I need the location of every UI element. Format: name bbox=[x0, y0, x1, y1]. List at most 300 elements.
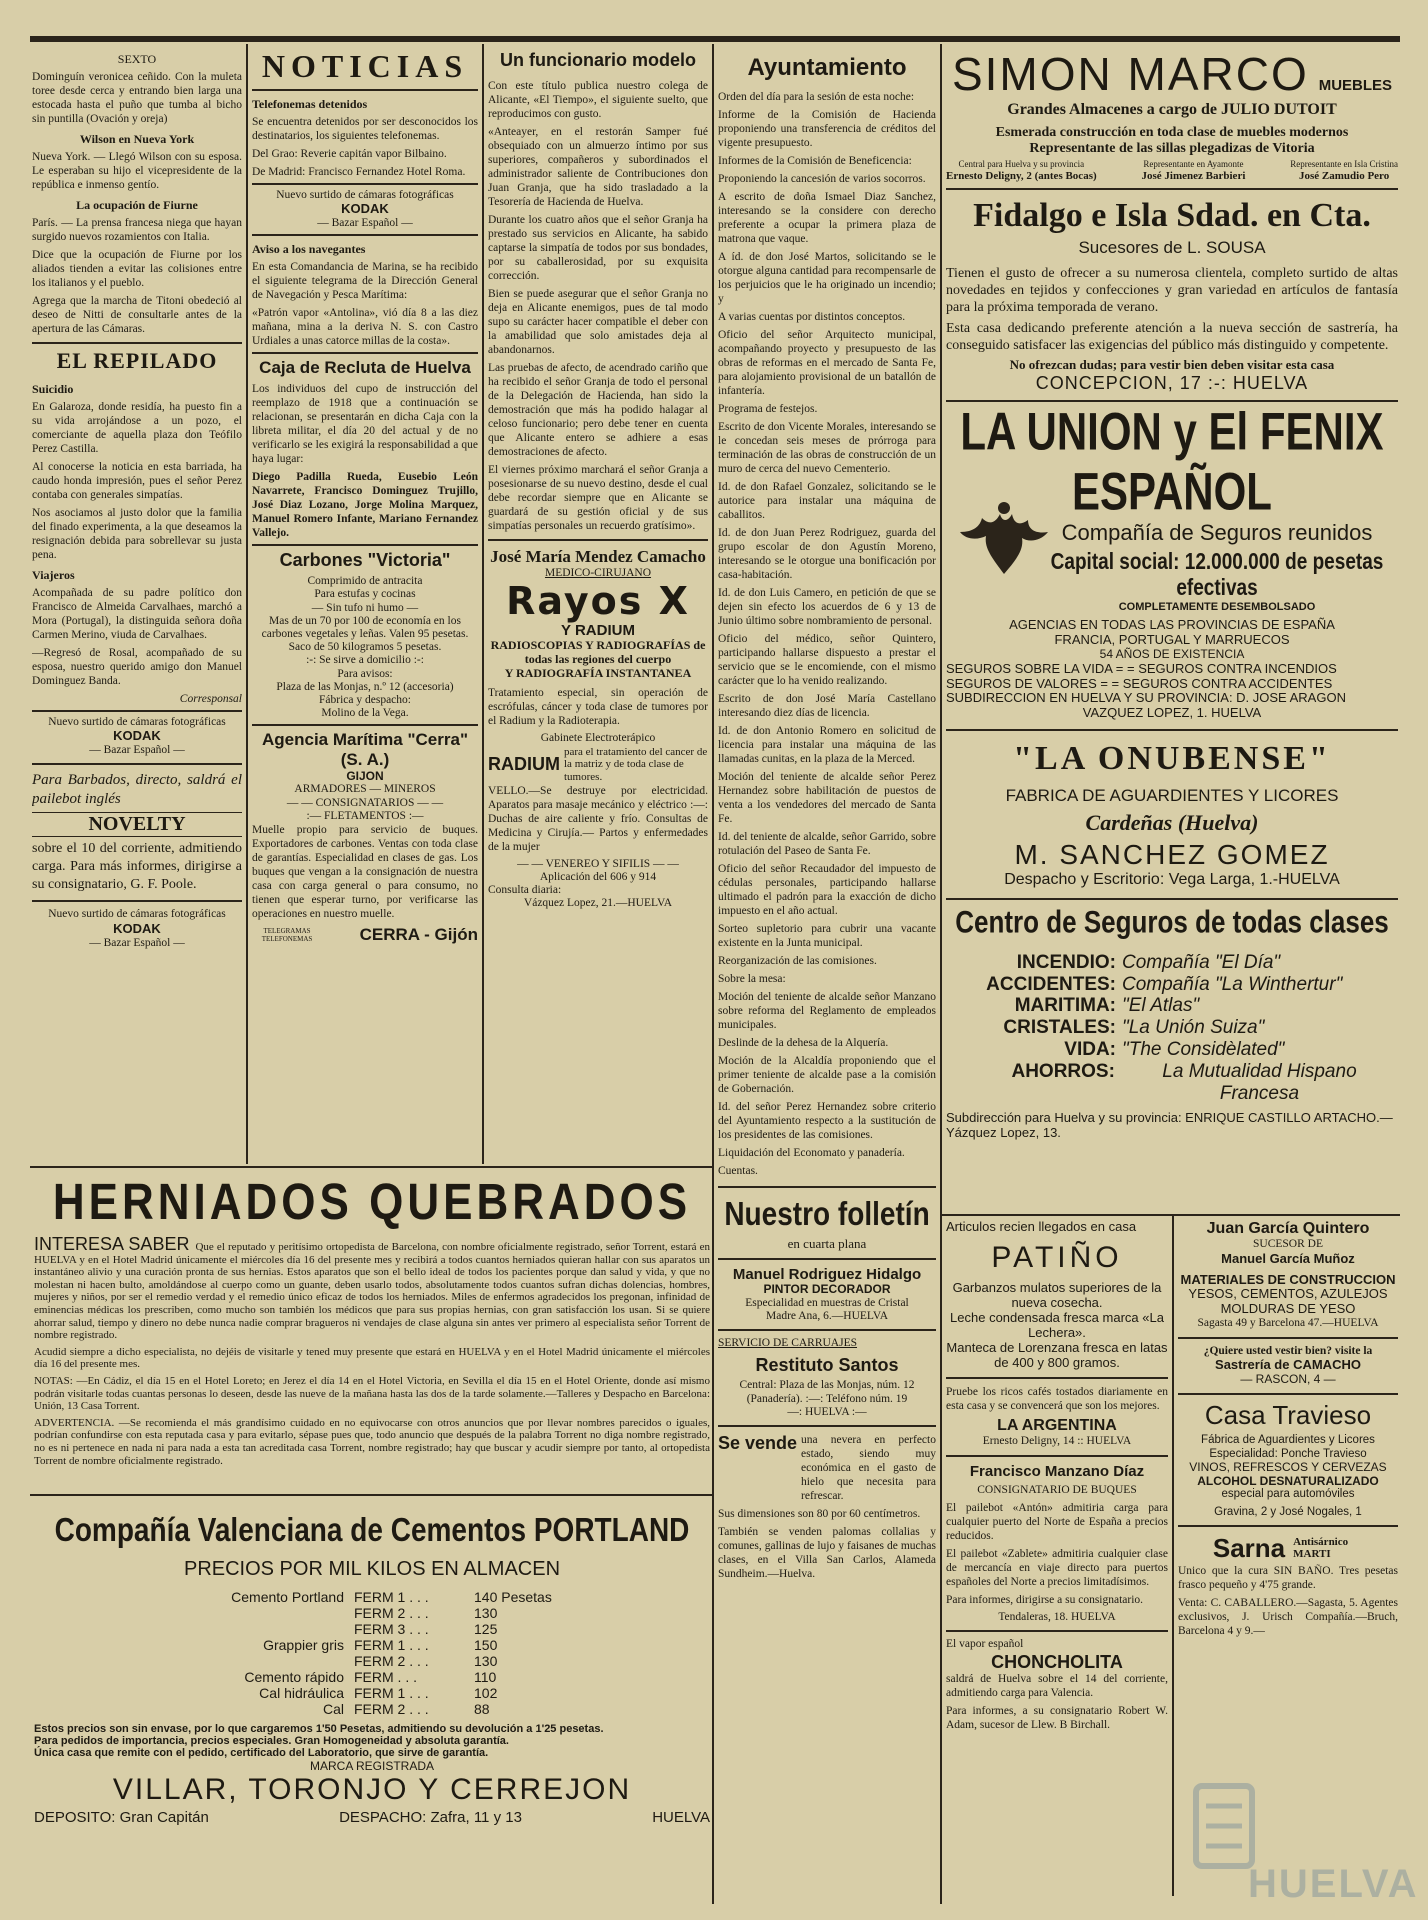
travieso-l1: Fábrica de Aguardientes y Licores bbox=[1201, 1434, 1375, 1447]
suicidio-p1: En Galaroza, donde residía, ha puesto fin a su vida arrojándose a un pozo, el comerciante de aquella plaza don Teófilo Perez Castilla. bbox=[32, 401, 242, 455]
herniados-lead: INTERESA SABER bbox=[34, 1234, 190, 1254]
ayto-p24: Deslinde de la dehesa de la Alquería. bbox=[718, 1037, 889, 1049]
noticias-heading: NOTICIAS bbox=[252, 48, 478, 91]
ayto-p28: Cuentas. bbox=[718, 1165, 758, 1177]
portland-ad bbox=[34, 1500, 710, 1900]
cerra-sign: CERRA - Gijón bbox=[359, 925, 478, 945]
price-price: 125 bbox=[474, 1621, 498, 1637]
price-grade: FERM 2 . . . bbox=[354, 1701, 429, 1717]
archive-stamp bbox=[1188, 1776, 1419, 1906]
kodak-ad-2 bbox=[32, 908, 242, 949]
mendez-rayos: Rayos X bbox=[506, 578, 690, 623]
price-row bbox=[194, 1621, 710, 1637]
fidalgo-p3: No ofrezcan dudas; para vestir bien deben visitar esta casa bbox=[1009, 357, 1335, 373]
fiume-heading: La ocupación de Fiurne bbox=[76, 198, 198, 212]
ayto-p14: Oficio del médico, señor Quintero, participando hallarse dispuesto a prestar el servicio que se le encomiende, con el mismo carácter que lo ha venido realizando. bbox=[718, 633, 936, 687]
section-rule bbox=[940, 1214, 1400, 1216]
pintor-name: Manuel Rodriguez Hidalgo bbox=[732, 1266, 922, 1283]
price-row bbox=[194, 1653, 710, 1669]
manzano-prof: CONSIGNATARIO DE BUQUES bbox=[977, 1483, 1137, 1496]
carruajes-l2: —: HUELVA :— bbox=[787, 1405, 867, 1418]
carbones-ad bbox=[252, 550, 478, 720]
sarna-p1: Unico que la cura SIN BAÑO. Tres pesetas frasco pequeño y 4'75 grande. bbox=[1178, 1564, 1398, 1591]
column-5b bbox=[946, 1220, 1168, 1900]
price-price: 140 Pesetas bbox=[474, 1589, 552, 1605]
mendez-l10: Vázquez Lopez, 21.—HUELVA bbox=[523, 897, 673, 910]
price-row bbox=[194, 1685, 710, 1701]
carbones-l10: Molino de la Vega. bbox=[321, 707, 409, 720]
quintero-ad bbox=[1178, 1220, 1398, 1331]
mendez-l9: Consulta diaria: bbox=[488, 883, 562, 896]
mendez-ad bbox=[488, 547, 708, 910]
portland-marca: MARCA REGISTRADA bbox=[309, 1759, 435, 1773]
kodak-brand: KODAK bbox=[113, 920, 161, 936]
mendez-radium-2: RADIUM bbox=[488, 754, 560, 775]
ayto-p12: Id. de don Juan Perez Rodriguez, guarda del grupo escolar de don Agustín Moreno, interesando se le otorgue una bonificación por casa-habitación. bbox=[718, 527, 936, 581]
fidalgo-p2: Esta casa dedicando preferente atención a la nueva sección de sastrería, ha conseguido satisfacer las exigencias del público más distinguido y competente. bbox=[946, 321, 1398, 354]
centro-row-company: "El Atlas" bbox=[1122, 995, 1200, 1017]
kodak-brand: KODAK bbox=[113, 728, 161, 744]
carbones-l5: Saco de 50 kilogramos 5 pesetas. bbox=[288, 641, 442, 654]
mendez-l3: Tratamiento especial, sin operación de escrófulas, cáncer y toda clase de tumores por el Radium y la Radioterapia. bbox=[488, 687, 708, 728]
price-row bbox=[194, 1605, 710, 1621]
ayto-p1: Orden del día para la sesión de esta noche: bbox=[718, 91, 915, 103]
union-l5: SEGUROS SOBRE LA VIDA = = SEGUROS CONTRA INCENDIOS bbox=[946, 660, 1337, 676]
sarna-ad bbox=[1178, 1533, 1398, 1638]
novelty-line2: sobre el 10 del corriente, admitiendo carga. Para más informes, dirigirse a su consignatario, G. F. Poole. bbox=[32, 841, 242, 893]
portland-price-table bbox=[34, 1589, 710, 1717]
ayto-p25: Moción de la Alcaldía proponiendo que el primer teniente de alcalde pase a la comisión de Gobernación. bbox=[718, 1055, 936, 1095]
novelty-line1: Para Barbados, directo, saldrá el pailebot inglés bbox=[32, 772, 242, 808]
ayto-p11: Id. de don Rafael Gonzalez, solicitando se le autorice para instalar una máquina de caballitos. bbox=[718, 481, 936, 521]
funcionario-p3: Durante los cuatro años que el señor Granja ha prestado sus servicios en Alicante, ha sabido captarse la simpatía de todos por sus bondades, por su caballerosidad, por su exquisita corrección. bbox=[488, 214, 708, 282]
centro-row-company: Compañía "La Winthertur" bbox=[1122, 973, 1343, 995]
caja-names: Diego Padilla Rueda, Eusebio León Navarrete, Francisco Dominguez Trujillo, José Diaz Lozano, Jorge Molina Marquez, Manuel Romero Infante, Mariano Fernandez Vallejo. bbox=[252, 471, 478, 540]
carruajes-heading: SERVICIO DE CARRUAJES bbox=[718, 1337, 858, 1350]
quintero-l4: YESOS, CEMENTOS, AZULEJOS bbox=[1188, 1286, 1388, 1302]
mendez-l8: Aplicación del 606 y 914 bbox=[539, 870, 657, 883]
herniados-heading: HERNIADOS QUEBRADOS bbox=[52, 1174, 692, 1231]
herniados-ad bbox=[34, 1172, 710, 1490]
simon-muebles: MUEBLES bbox=[1318, 77, 1393, 94]
centro-row-kind: AHORROS: bbox=[1011, 1060, 1115, 1082]
price-name: Grappier gris bbox=[263, 1637, 344, 1653]
chonco-p2: Para informes, a su consignatario Robert W. Adam, sucesor de Llew. B Birchall. bbox=[946, 1705, 1168, 1732]
column-rule bbox=[246, 44, 248, 1164]
cerra-tele: TELEGRAMAS TELEFONEMAS bbox=[261, 926, 313, 943]
funcionario-heading: Un funcionario modelo bbox=[500, 50, 696, 70]
viajeros-heading: Viajeros bbox=[32, 568, 75, 582]
mendez-name: José María Mendez Camacho bbox=[490, 547, 706, 566]
travieso-ad bbox=[1178, 1401, 1398, 1519]
caja-body: Los individuos del cupo de instrucción del reemplazo de 1918 que a continuación se relacionan, se presentarán en dicha Caja con la libreta militar, el día 20 del actual y de no verificarlo se les exigirá la responsabilidad a que haya lugar: bbox=[252, 383, 478, 466]
camacho-ad bbox=[1178, 1345, 1398, 1387]
price-name: Cemento Portland bbox=[231, 1589, 344, 1605]
vende-p2: Sus dimensiones son 80 por 60 centímetros. bbox=[718, 1508, 921, 1521]
centro-row-kind: ACCIDENTES: bbox=[986, 973, 1116, 995]
union-l4: 54 AÑOS DE EXISTENCIA bbox=[1099, 646, 1245, 661]
column-rule bbox=[482, 44, 484, 1164]
manzano-p1: El pailebot «Antón» admitiria carga para cualquier puerto del Norte de España a precios reducidos. bbox=[946, 1502, 1168, 1543]
centro-foot: Subdirección para Huelva y su provincia: ENRIQUE CASTILLO ARTACHO.—Yázquez Lopez, 13. bbox=[946, 1109, 1393, 1140]
portland-despacho: DESPACHO: Zafra, 11 y 13 bbox=[339, 1809, 522, 1826]
viajeros-p2: —Regresó de Rosal, acompañado de su esposa, nuestro querido amigo don Manuel Dominguez Banda. bbox=[32, 647, 242, 687]
travieso-l3: VINOS, REFRESCOS Y CERVEZAS bbox=[1189, 1459, 1387, 1474]
ayto-p7: A varias cuentas por distintos conceptos. bbox=[718, 311, 906, 323]
ayto-p19: Oficio del señor Recaudador del impuesto de cédulas personales, participando hallarse ultimado el padrón para la exacción de dicho impuesto en el año actual. bbox=[718, 863, 936, 917]
pintor-l1: Especialidad en muestras de Cristal bbox=[745, 1297, 909, 1310]
union-l3: FRANCIA, PORTUGAL Y MARRUECOS bbox=[1054, 631, 1290, 647]
cerra-l2: — — CONSIGNATARIOS — — bbox=[286, 796, 444, 809]
repilado-heading: EL REPILADO bbox=[56, 348, 218, 373]
centro-heading: Centro de Seguros de todas clases bbox=[955, 903, 1389, 940]
price-row bbox=[194, 1669, 710, 1685]
simon-r1a: Central para Huelva y su provincia bbox=[958, 159, 1085, 170]
centro-row bbox=[946, 974, 1398, 996]
camacho-l2: Sastrería de CAMACHO bbox=[1215, 1356, 1361, 1372]
ayto-p15: Escrito de don José María Castellano interesando diez días de licencia. bbox=[718, 693, 936, 719]
ayto-p8: Oficio del señor Arquitecto municipal, acompañando proyecto y presupuesto de las obras de reformas en el mercado de Santa Fe, para alojamiento provisional de un batallón de infantería. bbox=[718, 329, 936, 397]
price-name bbox=[194, 1621, 354, 1637]
centro-row bbox=[946, 1039, 1398, 1061]
vende-heading: Se vende bbox=[718, 1433, 798, 1454]
mendez-l2: Y RADIOGRAFÍA INSTANTANEA bbox=[504, 665, 692, 680]
carruajes-ad bbox=[718, 1337, 936, 1419]
herniados-p1: Que el reputado y peritísimo ortopedista de Barcelona, con nombre oficialmente registrado, señor Torrent, estará en HUELVA y en el Hotel Madrid únicamente el miércoles día 16 del presente mes y recibirá a todos cuantos herniados quieran hallar con sus aparatos un instantáneo alivio y una curación pronta de sus hernias. Estos aparatos que son el bello ideal de todos los pacientes porque dan salud y vida, y que no molestan ni hacen bulto, amoldándose al cuerpo como un guante, deben usarlo todos, absolutamente todos cuantos sufran dichas dolencias, hombres, mujeres y niños, por ser el remedio verdad y el remedio único eficaz de todos los herniados. Miles de enfermos agradecidos los pregonan, infinidad de eminencias médicas los prescriben, como mucho son también los médicos que para sus propias hernias, con gran satisfacción los usan. Si se quiere ahorrar salud, tiempo y dinero no debe nunca nadie comprar bragueros ni vendajes de clase alguna sin antes ver primero al especialista señor Torrent de nombre registrado. bbox=[34, 1241, 710, 1342]
herniados-p2: Acudid siempre a dicho especialista, no dejéis de visitarle y tened muy presente que estará en HUELVA y en el Hotel Madrid únicamente el miércoles día 16 del presente mes. bbox=[34, 1345, 710, 1371]
caja-heading: Caja de Recluta de Huelva bbox=[259, 358, 471, 378]
fidalgo-ad bbox=[946, 196, 1398, 393]
ayto-p21: Reorganización de las comisiones. bbox=[718, 955, 877, 967]
union-capital: Capital social: 12.000.000 de pesetas efectivas bbox=[1050, 549, 1384, 601]
ayto-p20: Sorteo supletorio para cubrir una vacante existente en la Junta municipal. bbox=[718, 923, 936, 949]
union-l6: SEGUROS DE VALORES = = SEGUROS CONTRA ACCIDENTES bbox=[946, 675, 1333, 691]
pintor-l2: Madre Ana, 6.—HUELVA bbox=[765, 1310, 889, 1323]
ayto-p5: A escrito de doña Ismael Diaz Sanchez, interesando se la considere con derecho preferente a ocupar la primera plaza de matrona que vaque. bbox=[718, 191, 936, 245]
sexto-body: Dominguín veronicea ceñido. Con la muleta toree desde cerca y entrando bien larga una estocada hasta el puño que tumba al bicho sin puntilla (Ovación y oreja) bbox=[32, 71, 242, 125]
ayto-p9: Programa de festejos. bbox=[718, 403, 818, 415]
simon-r1b: Ernesto Deligny, 2 (antes Bocas) bbox=[946, 169, 1097, 182]
viajeros-p1: Acompañada de su padre político don Francisco de Almeida Carvalhaes, marchó a Mora (Portugal), la distinguida señora doña Carmen Merino, viuda de Carvalhaes. bbox=[32, 587, 242, 641]
quintero-l6: Sagasta 49 y Barcelona 47.—HUELVA bbox=[1197, 1317, 1379, 1330]
funcionario-p4: Bien se puede asegurar que el señor Granja no deja en Alicante enemigos, pues de tal modo supo su carácter hacer compatible el deber con la amabilidad que solo amistades deja al abandonarnos. bbox=[488, 288, 708, 356]
manzano-p2: El pailebot «Zablete» admitiria cualquier clase de mercancía en viaje directo para puertos españoles del Norte a precios limitadísimos. bbox=[946, 1548, 1168, 1589]
argentina-l1: Pruebe los ricos cafés tostados diariamente en esta casa y se convencerá que son los mejores. bbox=[946, 1386, 1168, 1413]
fiume-p2: Dice que la ocupación de Fiurne por los aliados tienden a evitar las colisiones entre los italianos y el pueblo. bbox=[32, 249, 242, 289]
suicidio-heading: Suicidio bbox=[32, 382, 74, 396]
centro-row bbox=[946, 952, 1398, 974]
kodak-line: Nuevo surtido de cámaras fotográficas bbox=[48, 716, 226, 728]
onubense-ad bbox=[946, 739, 1398, 890]
price-name: Cal hidráulica bbox=[259, 1685, 344, 1701]
price-name bbox=[194, 1653, 354, 1669]
price-price: 110 bbox=[474, 1669, 497, 1685]
kodak-ad-3 bbox=[252, 189, 478, 230]
section-rule bbox=[30, 1166, 712, 1168]
column-4 bbox=[718, 48, 936, 1898]
quintero-l5: MOLDURAS DE YESO bbox=[1220, 1301, 1356, 1317]
onubense-l4: Despacho y Escritorio: Vega Larga, 1.-HUELVA bbox=[1004, 871, 1340, 889]
price-price: 130 bbox=[474, 1605, 498, 1621]
fidalgo-sub: Sucesores de L. SOUSA bbox=[1078, 237, 1266, 257]
argentina-ad bbox=[946, 1385, 1168, 1449]
union-l1: COMPLETAMENTE DESEMBOLSADO bbox=[1118, 601, 1316, 614]
cerra-body: Muelle propio para servicio de buques. Exportadores de carbones. Ventas con toda clase de garantías. Especialidad en clases de gas. Los buques que vengan a la consignación de nuestra casa con carga general o para consumo, no tienen que esperar turno, por verificarse las operaciones en nuestro muelle. bbox=[252, 824, 478, 921]
mendez-l1: RADIOSCOPIAS Y RADIOGRAFÍAS de todas las regiones del cuerpo bbox=[490, 638, 706, 666]
mendez-l5: para el tratamiento del cancer de la matriz y de toda clase de tumores. bbox=[564, 745, 708, 783]
simon-r3a: Representante en Isla Cristina bbox=[1290, 159, 1398, 170]
portland-note1: Estos precios son sin envase, por lo que cargaremos 1'50 Pesetas, admitiendo su devolución a 1'25 pesetas. bbox=[34, 1723, 604, 1735]
funcionario-p6: El viernes próximo marchará el señor Granja a posesionarse de su nuevo destino, desde el cual debe recordar siempre que en Alicante se guardará de su gestión oficial y de sus simpatías personales un recuerdo gratísimo». bbox=[488, 464, 708, 532]
funcionario-p2: «Anteayer, en el restorán Samper fué obsequiado con un almuerzo íntimo por sus superiores, compañeros y subordinados el administrador saliente de Contribuciones don Juan Granja, que ha sido trasladado a la Tesorería de Hacienda de Huelva. bbox=[488, 126, 708, 208]
pintor-ad bbox=[718, 1266, 936, 1323]
portland-heading: Compañía Valenciana de Cementos PORTLAND bbox=[54, 1510, 690, 1548]
centro-seguros-ad bbox=[946, 903, 1398, 1141]
cerra-city: GIJON bbox=[346, 768, 384, 783]
ayto-p3: Informes de la Comisión de Beneficencia: bbox=[718, 155, 912, 167]
column-3 bbox=[488, 48, 708, 1162]
manzano-name: Francisco Manzano Díaz bbox=[969, 1462, 1145, 1480]
union-l2: AGENCIAS EN TODAS LAS PROVINCIAS DE ESPAÑA bbox=[1009, 616, 1335, 632]
centro-row bbox=[946, 1061, 1398, 1105]
travieso-l5: especial para automóviles bbox=[1221, 1488, 1355, 1501]
portland-city: HUELVA bbox=[652, 1809, 710, 1826]
price-grade: FERM 1 . . . bbox=[354, 1589, 429, 1605]
ayto-p13: Id. de don Luis Camero, en petición de que se dejen sin efecto los acuerdos de 6 y 13 de Junio último sobre nombramiento de personal. bbox=[718, 587, 936, 627]
centro-row-kind: VIDA: bbox=[1064, 1039, 1116, 1061]
fidalgo-name: Fidalgo e Isla Sdad. en Cta. bbox=[973, 197, 1371, 235]
price-grade: FERM 2 . . . bbox=[354, 1653, 429, 1669]
carruajes-l1: Central: Plaza de las Monjas, núm. 12 (Panadería). :—: Teléfono núm. 19 bbox=[739, 1379, 915, 1405]
cerra-ad bbox=[252, 730, 478, 944]
mendez-l4: Gabinete Electroterápico bbox=[540, 732, 656, 745]
simon-l1: Grandes Almacenes a cargo de JULIO DUTOIT bbox=[1007, 100, 1337, 118]
centro-row-company: Compañía "El Día" bbox=[1122, 951, 1281, 973]
onubense-l2: Cardeñas (Huelva) bbox=[1085, 810, 1259, 835]
vende-p3: También se venden palomas collalias y comunes, gallinas de lujo y faisanes de muchas clases, en el Villa San Carlos, Alameda Sundheim.—Huelva. bbox=[718, 1526, 936, 1581]
price-name: Cemento rápido bbox=[244, 1669, 344, 1685]
folletin-sub: en cuarta plana bbox=[787, 1236, 867, 1251]
centro-row-company: La Mutualidad Hispano Francesa bbox=[1162, 1060, 1357, 1104]
onubense-l1: FABRICA DE AGUARDIENTES Y LICORES bbox=[1005, 786, 1339, 806]
ayto-p4: Proponiendo la cancesión de varios socorros. bbox=[718, 173, 926, 185]
simon-name: SIMON MARCO bbox=[951, 48, 1309, 100]
wilson-body: Nueva York. — Llegó Wilson con su esposa. Le esperaban su hijo el vicepresidente de la república e inmenso gentío. bbox=[32, 151, 242, 191]
ayto-p27: Liquidación del Economato y panadería. bbox=[718, 1147, 905, 1159]
price-grade: FERM 1 . . . bbox=[354, 1637, 429, 1653]
column-5 bbox=[946, 48, 1398, 1212]
kodak-shop: — Bazar Español — bbox=[317, 217, 413, 230]
price-row bbox=[194, 1637, 710, 1653]
column-rule bbox=[940, 44, 942, 1904]
carbones-l4: Mas de un 70 por 100 de economía en los carbones vegetales y leñas. Valen 95 pesetas. bbox=[261, 614, 469, 640]
kodak-ad-1 bbox=[32, 716, 242, 757]
column-2 bbox=[252, 48, 478, 1162]
wilson-heading: Wilson en Nueva York bbox=[79, 132, 195, 146]
aviso-heading: Aviso a los navegantes bbox=[252, 242, 366, 257]
detenidos-body: Se encuentra detenidos por ser desconocidos los destinatarios, los siguientes telefonemas. bbox=[252, 116, 478, 142]
price-grade: FERM 3 . . . bbox=[354, 1621, 429, 1637]
travieso-l2: Especialidad: Ponche Travieso bbox=[1209, 1447, 1367, 1460]
quintero-l1: SUCESOR DE bbox=[1253, 1238, 1323, 1251]
centro-row bbox=[946, 1017, 1398, 1039]
price-price: 150 bbox=[474, 1637, 498, 1653]
kodak-line: Nuevo surtido de cámaras fotográficas bbox=[48, 908, 226, 921]
carbones-heading: Carbones "Victoria" bbox=[279, 550, 451, 571]
onubense-name: "LA ONUBENSE" bbox=[1013, 740, 1331, 778]
vende-ad bbox=[718, 1433, 936, 1581]
fidalgo-p1: Tienen el gusto de ofrecer a su numerosa clientela, completo surtido de altas novedades en tejidos y confecciones y gran variedad en artículos de fantasía para la próxima temporada de verano. bbox=[946, 266, 1398, 316]
price-price: 88 bbox=[474, 1701, 490, 1717]
cerra-heading: Agencia Marítima "Cerra" (S. A.) bbox=[261, 730, 469, 770]
ayto-p16: Id. de don Antonio Romero en solicitud de licencia para instalar una máquina de las llamadas cunitas, en la plaza de la Merced. bbox=[718, 725, 936, 765]
sarna-brand: Antisárnico MARTI bbox=[1293, 1536, 1349, 1561]
simon-l2: Esmerada construcción en toda clase de muebles modernos bbox=[995, 125, 1349, 141]
union-l8: VAZQUEZ LOPEZ, 1. HUELVA bbox=[1082, 705, 1262, 721]
price-grade: FERM 2 . . . bbox=[354, 1605, 429, 1621]
ayto-p17: Moción del teniente de alcalde señor Perez Hernandez sobre habilitación de puestos de venta a los vendedores del mercado de Santa Fe. bbox=[718, 771, 936, 825]
union-fenix-ad bbox=[946, 401, 1398, 722]
mendez-radium: Y RADIUM bbox=[561, 621, 635, 639]
ayto-p18: Id. del teniente de alcalde, señor Garrido, sobre rotulación del Paseo de Santa Fe. bbox=[718, 831, 936, 857]
suicidio-p2: Al conocerse la noticia en esta barriada, ha caudo honda impresión, pues el señor Perez contaba con generales simpatías. bbox=[32, 461, 242, 501]
camacho-l3: — RASCON, 4 — bbox=[1240, 1371, 1336, 1386]
patino-name: PATIÑO bbox=[991, 1240, 1123, 1274]
top-border bbox=[30, 36, 1400, 42]
carbones-l3: — Sin tufo ni humo — bbox=[311, 601, 419, 614]
herniados-p3: NOTAS: —En Cádiz, el día 15 en el Hotel Loreto; en Jerez el día 14 en el Hotel Victoria, en Sevilla el día 15 en el Hotel Oriente, donde así mismo podrán visitarle todas cuantas personas lo deseen, desde las nueve de la mañana hasta las dos de la tarde solamente.—Talleres y Despacho en Barcelona: Unión, 13 Casa Torrent. bbox=[34, 1374, 710, 1413]
pintor-prof: PINTOR DECORADOR bbox=[763, 1282, 891, 1297]
price-grade: FERM 1 . . . bbox=[354, 1685, 429, 1701]
centro-row-kind: CRISTALES: bbox=[1003, 1017, 1116, 1039]
manzano-p3: Para informes, dirigirse a su consignatario. bbox=[946, 1594, 1144, 1607]
travieso-name: Casa Travieso bbox=[1204, 1399, 1372, 1430]
aviso-quote: «Patrón vapor «Antolina», vió día 8 a las diez mañana, mina a la deriva N. S. con Castro Urdiales a unas catorce millas de la costa». bbox=[252, 307, 478, 348]
mendez-l7: — — VENEREO Y SIFILIS — — bbox=[517, 857, 679, 870]
centro-row-company: "La Unión Suiza" bbox=[1122, 1017, 1265, 1039]
union-name: LA UNION y El FENIX ESPAÑOL bbox=[960, 401, 1384, 521]
price-row bbox=[194, 1701, 710, 1717]
carbones-l9: Fábrica y despacho: bbox=[319, 694, 411, 707]
ayto-p26: Id. del señor Perez Hernandez sobre criterio del Ayuntamiento respecto a la sustitución de los presidentes de las comisiones. bbox=[718, 1101, 936, 1141]
quintero-name: Juan García Quintero bbox=[1206, 1220, 1370, 1237]
quintero-l2: Manuel García Muñoz bbox=[1221, 1250, 1355, 1266]
simon-r3b: José Zamudio Pero bbox=[1299, 169, 1390, 182]
portland-note2: Para pedidos de importancia, precios especiales. Gran Homogeneidad y absoluta garantía. bbox=[34, 1735, 509, 1747]
chonco-p1: saldrá de Huelva sobre el 14 del corriente, admitiendo carga para Valencia. bbox=[946, 1673, 1168, 1700]
column-rule bbox=[1172, 1216, 1174, 1896]
patino-l3: Leche condensada fresca marca «La Lechera». bbox=[950, 1310, 1164, 1341]
ayto-p10: Escrito de don Vicente Morales, interesando se le concedan seis meses de prórroga para terminación de las obras de construcción de un muro de cerca del nuevo Cementerio. bbox=[718, 421, 936, 475]
novelty-ad bbox=[32, 771, 242, 894]
portland-deposito: DEPOSITO: Gran Capitán bbox=[34, 1809, 209, 1826]
argentina-name: LA ARGENTINA bbox=[997, 1417, 1117, 1435]
detenidos-heading: Telefonemas detenidos bbox=[252, 97, 368, 111]
detenidos-l2: De Madrid: Francisco Fernandez Hotel Roma. bbox=[252, 166, 466, 178]
union-sub: Compañía de Seguros reunidos bbox=[1061, 520, 1373, 546]
carbones-l2: Para estufas y cocinas bbox=[314, 588, 416, 601]
column-rule bbox=[712, 44, 714, 1904]
union-l7: SUBDIRECCION EN HUELVA Y SU PROVINCIA: D. JOSE ARAGON bbox=[946, 690, 1346, 706]
onubense-l3: M. SANCHEZ GOMEZ bbox=[1014, 839, 1330, 871]
mendez-l6: VELLO.—Se destruye por electricidad. Aparatos para masaje mecánico y eléctrico :—: Duchas de aire caliente y frío. Consultas de Medicina y Cirujía.— Partos y enfermedades de la mujer bbox=[488, 784, 708, 853]
portland-sub: PRECIOS POR MIL KILOS EN ALMACEN bbox=[183, 1558, 561, 1580]
centro-rows bbox=[946, 952, 1398, 1105]
price-price: 102 bbox=[474, 1685, 498, 1701]
choncholita-ad bbox=[946, 1638, 1168, 1732]
portland-company: VILLAR, TORONJO Y CERREJON bbox=[112, 1773, 632, 1806]
corresponsal-sign: Corresponsal bbox=[179, 693, 242, 705]
manzano-ad bbox=[946, 1463, 1168, 1625]
detenidos-l1: Del Grao: Reverie capitán vapor Bilbaino. bbox=[252, 148, 447, 160]
centro-row-kind: INCENDIO: bbox=[1016, 951, 1116, 973]
quintero-l3: MATERIALES DE CONSTRUCCION bbox=[1180, 1271, 1396, 1287]
travieso-l6: Gravina, 2 y José Nogales, 1 bbox=[1214, 1505, 1362, 1518]
patino-ad bbox=[946, 1220, 1168, 1371]
ayto-p22: Sobre la mesa: bbox=[718, 973, 786, 985]
ayto-p23: Moción del teniente de alcalde señor Manzano sobre reforma del Reglamento de empleados municipales. bbox=[718, 991, 936, 1031]
section-rule bbox=[30, 1494, 712, 1496]
kodak-shop: — Bazar Español — bbox=[89, 936, 185, 949]
centro-row bbox=[946, 995, 1398, 1017]
vende-p1: una nevera en perfecto estado, siendo muy económica en el gasto de hielo que necesita para refrescar. bbox=[801, 1434, 936, 1503]
herniados-p4: ADVERTENCIA. —Se recomienda el más grandísimo cuidado en no equivocarse con otros anuncios que por llevar nombres parecidos o iguales, podrían confundirse con esta reputada casa y para evitarlo, sépase pues que, todo anuncio que después de la palabra Torrent no diga nombre registrado, no es ni pertenece en nada ni para nada a esta tan acreditada casa Torrent, nombre registrado; hay que buscar y acudir siempre por tanto, al ortopedista Torrent de nombre oficialmente registrado. bbox=[34, 1416, 710, 1467]
fidalgo-addr: CONCEPCION, 17 :-: HUELVA bbox=[1035, 373, 1309, 394]
chonco-l1: El vapor español bbox=[946, 1638, 1024, 1651]
patino-l1: Articulos recien llegados en casa bbox=[946, 1220, 1137, 1234]
ayto-p6: A íd. de don José Martos, solicitando se le otorgue alguna cantidad para recompensarle de los perjuicios que le ha originado un incendio; y bbox=[718, 251, 936, 305]
chonco-name: CHONCHOLITA bbox=[991, 1651, 1123, 1672]
archive-stamp-text: HUELVA bbox=[1248, 1862, 1419, 1906]
price-price: 130 bbox=[474, 1653, 498, 1669]
price-row bbox=[194, 1589, 710, 1605]
suicidio-p3: Nos asociamos al justo dolor que la familia del finado experimenta, a la que deseamos la resignación debida para sobrellevar su justa pena. bbox=[32, 507, 242, 561]
argentina-addr: Ernesto Deligny, 14 :: HUELVA bbox=[982, 1435, 1132, 1448]
price-grade: FERM . . . bbox=[354, 1669, 417, 1685]
patino-l2: Garbanzos mulatos superiores de la nueva cosecha. bbox=[952, 1280, 1162, 1311]
mendez-prof: MEDICO-CIRUJANO bbox=[544, 566, 652, 579]
carbones-l6: :-: Se sirve a domicilio :-: bbox=[306, 654, 424, 667]
kodak-line: Nuevo surtido de cámaras fotográficas bbox=[276, 189, 454, 201]
aviso-body: En esta Comandancia de Marina, se ha recibido el siguiente telegrama de la Dirección General de Navegación y Pesca Marítima: bbox=[252, 261, 478, 302]
ayuntamiento-heading: Ayuntamiento bbox=[747, 54, 907, 81]
simon-r2a: Representante en Ayamonte bbox=[1143, 159, 1244, 170]
carbones-l8: Plaza de las Monjas, n.º 12 (accesoria) bbox=[276, 680, 454, 693]
portland-note3: Única casa que remite con el pedido, certificado del Laboratorio, que sirve de garantía. bbox=[34, 1747, 489, 1759]
column-1 bbox=[32, 48, 242, 1162]
folletin-heading: Nuestro folletín bbox=[724, 1194, 930, 1232]
carbones-l7: Para avisos: bbox=[337, 667, 393, 680]
simon-l3: Representante de las sillas plegadizas de Vitoria bbox=[1029, 141, 1315, 157]
cerra-l3: :— FLETAMENTOS :— bbox=[306, 809, 424, 822]
simon-r2b: José Jimenez Barbieri bbox=[1141, 169, 1246, 182]
carbones-l1: Comprimido de antracita bbox=[307, 575, 423, 588]
funcionario-p5: Las pruebas de afecto, de acendrado cariño que ha recibido el señor Granja de todo el personal de la Delegación de Hacienda, han sido la demostración que más ha podido halagar al celoso funcionario; pero debe tener en cuenta que Alicante entero se adhiere a esas demostraciones de afecto. bbox=[488, 362, 708, 458]
fiume-p1: París. — La prensa francesa niega que hayan surgido nuevos rozamientos con Italia. bbox=[32, 217, 242, 243]
price-name: Cal bbox=[322, 1701, 344, 1717]
price-name bbox=[194, 1605, 354, 1621]
camacho-l1: ¿Quiere usted vestir bien? visite la bbox=[1203, 1344, 1373, 1357]
centro-row-company: "The Considèlated" bbox=[1122, 1039, 1285, 1061]
manzano-addr: Tendaleras, 18. HUELVA bbox=[998, 1611, 1116, 1624]
sarna-p2: Venta: C. CABALLERO.—Sagasta, 5. Agentes exclusivos, J. Urisch Compañía.—Bruch, Barcelona 4 y 9.— bbox=[1178, 1596, 1398, 1637]
patino-l4: Manteca de Lorenzana fresca en latas de 400 y 800 gramos. bbox=[946, 1340, 1168, 1371]
novelty-ship: NOVELTY bbox=[32, 812, 242, 837]
kodak-shop: — Bazar Español — bbox=[89, 744, 185, 757]
ayto-p2: Informe de la Comisión de Hacienda proponiendo una transferencia de créditos del vigente presupuesto. bbox=[718, 109, 936, 149]
carruajes-name: Restituto Santos bbox=[755, 1354, 899, 1375]
fiume-p3: Agrega que la marcha de Titoni obedeció al deseo de Nitti de consultarle antes de la apertura de las Cámaras. bbox=[32, 295, 242, 335]
